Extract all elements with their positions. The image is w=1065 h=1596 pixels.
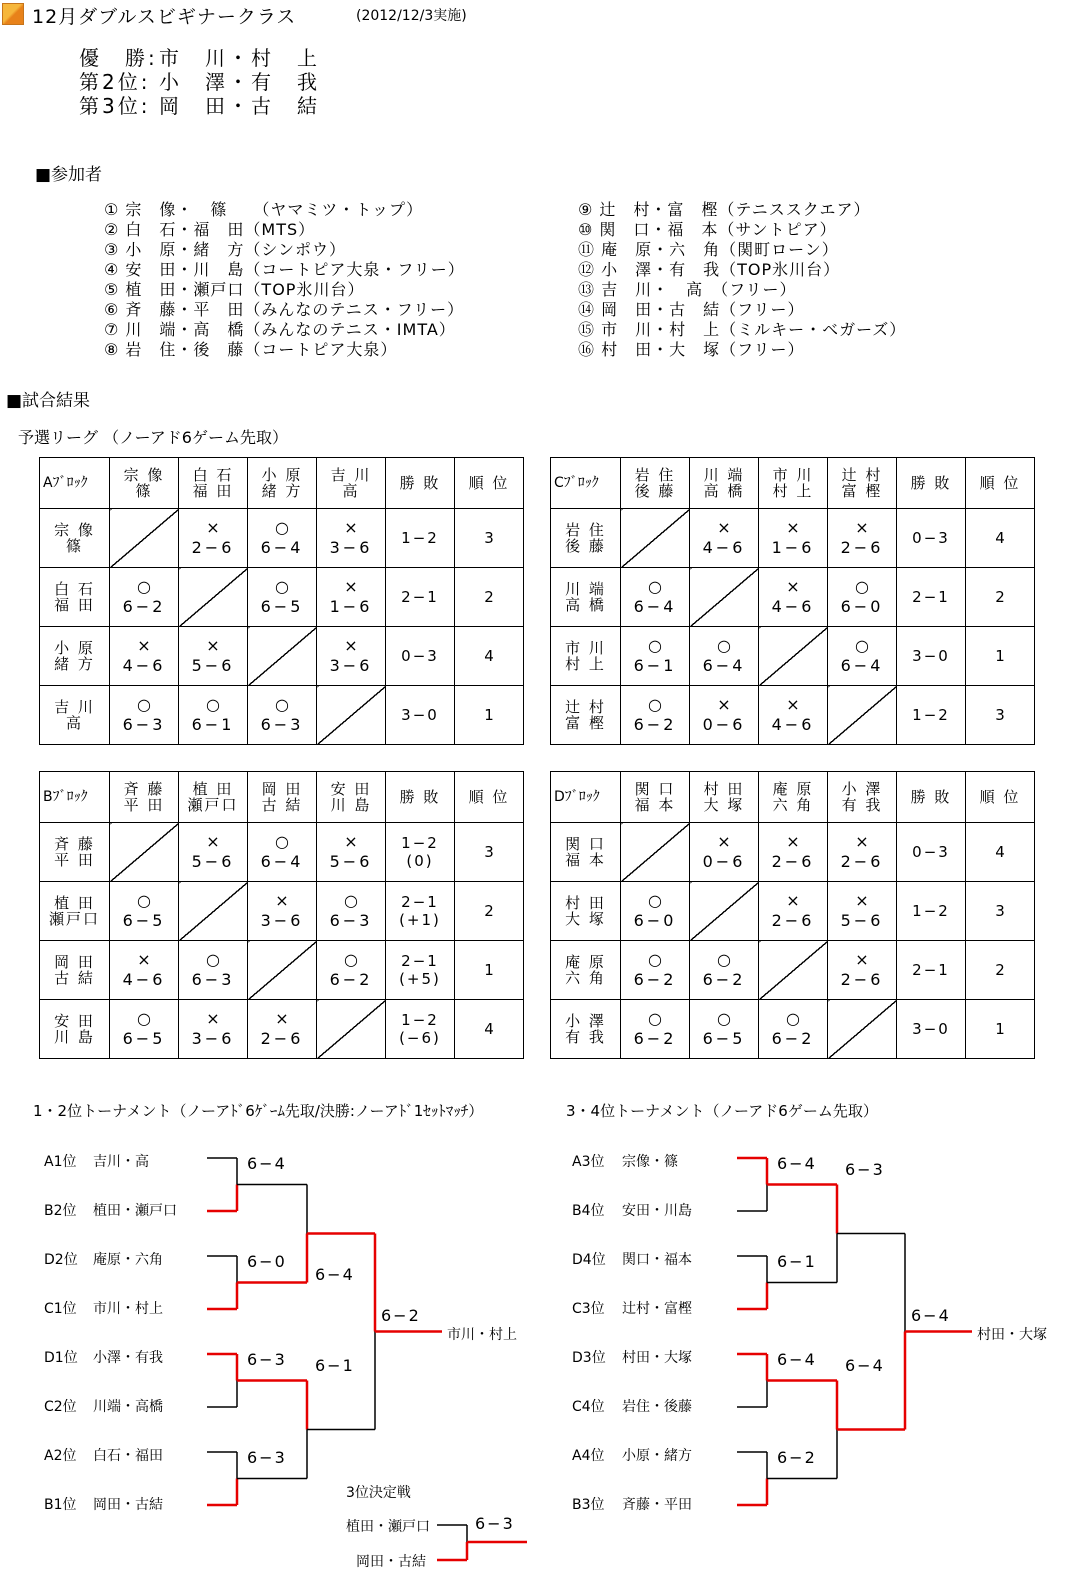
row-pair-label: 庵 原 六 角 — [551, 941, 621, 1000]
row-pair-label: 安 田 川 島 — [40, 1000, 110, 1059]
rank-cell: 1 — [455, 941, 524, 1000]
row-pair-label: 植 田 瀬戸口 — [40, 882, 110, 941]
column-pair-header: 小 澤 有 我 — [828, 772, 897, 823]
block-label: Dﾌﾞﾛｯｸ — [551, 772, 621, 823]
win-loss-cell: 3−0 — [386, 686, 455, 745]
participant-entry: ⑬ 吉 川・ 高 （フリー） — [578, 280, 797, 299]
game-score: 2−6 — [260, 1029, 304, 1048]
result-mark: × — [137, 636, 151, 655]
result-mark: ○ — [275, 832, 289, 851]
game-score: 3−6 — [260, 911, 304, 930]
rank-cell: 4 — [455, 627, 524, 686]
rank-cell: 3 — [455, 823, 524, 882]
win-loss-cell: 1−2 (0) — [386, 823, 455, 882]
result-row: 第2位: 小 澤・有 我 — [79, 70, 320, 94]
row-pair-label: 斉 藤 平 田 — [40, 823, 110, 882]
league-heading: 予選リーグ （ノーアド6ゲーム先取） — [18, 428, 288, 447]
participant-entry: ① 宗 像・ 篠 （ヤマミツ・トップ） — [104, 200, 424, 219]
result-mark: ○ — [344, 950, 358, 969]
result-mark: × — [786, 891, 800, 910]
team-name: 市川・村上 — [93, 1301, 163, 1317]
win-loss-cell: 1−2 — [897, 686, 966, 745]
tournament-12-title: 1・2位トーナメント（ノーアﾄﾞ6ｹﾞｰﾑ先取/決勝:ノーアﾄﾞ1ｾｯﾄﾏｯﾁ） — [33, 1102, 484, 1120]
result-mark: ○ — [137, 891, 151, 910]
block-label: Aﾌﾞﾛｯｸ — [40, 458, 110, 509]
team-name: 川端・高橋 — [93, 1399, 163, 1415]
row-pair-label: 辻 村 富 樫 — [551, 686, 621, 745]
result-mark: ○ — [275, 577, 289, 596]
row-pair-label: 岡 田 古 結 — [40, 941, 110, 1000]
column-pair-header: 岡 田 古 結 — [248, 772, 317, 823]
match-results-heading: ■試合結果 — [6, 391, 91, 411]
game-score: 3−6 — [329, 538, 373, 557]
seed-label: A1位 — [44, 1154, 77, 1170]
seed-label: C3位 — [572, 1301, 605, 1317]
team-name: 安田・川島 — [622, 1203, 692, 1219]
seed-label: D2位 — [44, 1252, 78, 1268]
win-loss-cell: 0−3 — [897, 509, 966, 568]
result-mark: × — [786, 832, 800, 851]
row-pair-label: 村 田 大 塚 — [551, 882, 621, 941]
row-pair-label: 小 原 緒 方 — [40, 627, 110, 686]
column-pair-header: 関 口 福 本 — [621, 772, 690, 823]
result-mark: × — [717, 832, 731, 851]
game-score: 2−6 — [840, 970, 884, 989]
column-wl-header: 勝 敗 — [386, 458, 455, 509]
block-label: Bﾌﾞﾛｯｸ — [40, 772, 110, 823]
game-score: 6−5 — [702, 1029, 746, 1048]
result-mark: ○ — [137, 577, 151, 596]
win-loss-cell: 1−2 (−6) — [386, 1000, 455, 1059]
column-pair-header: 庵 原 六 角 — [759, 772, 828, 823]
result-mark: ○ — [648, 950, 662, 969]
rank-cell: 3 — [966, 686, 1035, 745]
result-mark: ○ — [275, 695, 289, 714]
game-score: 5−6 — [329, 852, 373, 871]
column-pair-header: 岩 住 後 藤 — [621, 458, 690, 509]
team-name: 吉川・高 — [93, 1154, 149, 1170]
participant-entry: ⑯ 村 田・大 塚（フリー） — [578, 340, 805, 359]
game-score: 6−4 — [633, 597, 677, 616]
rank-cell: 4 — [455, 1000, 524, 1059]
participant-entry: ⑮ 市 川・村 上（ミルキー・ベガーズ） — [578, 320, 907, 339]
result-mark: × — [206, 832, 220, 851]
seed-label: A2位 — [44, 1448, 77, 1464]
game-score: 1−6 — [771, 538, 815, 557]
result-mark: × — [855, 950, 869, 969]
seed-label: C1位 — [44, 1301, 77, 1317]
game-score: 6−3 — [191, 970, 235, 989]
column-pair-header: 安 田 川 島 — [317, 772, 386, 823]
round1-score: 6−2 — [777, 1447, 817, 1467]
team-name: 小澤・有我 — [93, 1350, 163, 1366]
row-pair-label: 関 口 福 本 — [551, 823, 621, 882]
game-score: 2−6 — [771, 852, 815, 871]
column-rank-header: 順 位 — [966, 458, 1035, 509]
win-loss-cell: 2−1 (+5) — [386, 941, 455, 1000]
row-pair-label: 宗 像 篠 — [40, 509, 110, 568]
game-score: 6−5 — [260, 597, 304, 616]
round1-score: 6−4 — [777, 1153, 817, 1173]
participant-entry: ⑥ 斉 藤・平 田（みんなのテニス・フリー） — [104, 300, 465, 319]
result-mark: ○ — [717, 636, 731, 655]
team-name: 辻村・富樫 — [622, 1301, 692, 1317]
champion-name: 市川・村上 — [447, 1326, 517, 1343]
game-score: 6−2 — [329, 970, 373, 989]
participant-entry: ⑩ 関 口・福 本（サントピア） — [578, 220, 837, 239]
game-score: 6−3 — [329, 911, 373, 930]
final-score: 6−2 — [381, 1305, 421, 1325]
rank-cell: 3 — [966, 882, 1035, 941]
team-name: 小原・緒方 — [622, 1448, 692, 1464]
win-loss-cell: 2−1 — [897, 941, 966, 1000]
row-pair-label: 小 澤 有 我 — [551, 1000, 621, 1059]
game-score: 3−6 — [329, 656, 373, 675]
result-mark: × — [717, 518, 731, 537]
result-mark: × — [344, 577, 358, 596]
result-mark: ○ — [275, 518, 289, 537]
game-score: 0−6 — [702, 852, 746, 871]
game-score: 4−6 — [702, 538, 746, 557]
game-score: 6−2 — [702, 970, 746, 989]
rank-cell: 2 — [966, 941, 1035, 1000]
round1-score: 6−3 — [247, 1349, 287, 1369]
result-mark: ○ — [855, 636, 869, 655]
game-score: 5−6 — [191, 852, 235, 871]
participant-entry: ③ 小 原・緒 方（シンポウ） — [104, 240, 347, 259]
team-name: 斉藤・平田 — [622, 1497, 692, 1513]
column-wl-header: 勝 敗 — [897, 772, 966, 823]
round2-score: 6−3 — [845, 1159, 885, 1179]
seed-label: C4位 — [572, 1399, 605, 1415]
win-loss-cell: 2−1 (+1) — [386, 882, 455, 941]
participant-entry: ⑦ 川 端・高 橋（みんなのテニス・IMTA） — [104, 320, 456, 339]
team-name: 宗像・篠 — [622, 1154, 678, 1170]
result-mark: ○ — [137, 695, 151, 714]
win-loss-cell: 3−0 — [897, 1000, 966, 1059]
participant-entry: ② 白 石・福 田（MTS） — [104, 220, 316, 239]
team-name: 村田・大塚 — [622, 1350, 692, 1366]
game-score: 6−1 — [633, 656, 677, 675]
participant-entry: ⑫ 小 澤・有 我（TOP氷川台） — [578, 260, 841, 279]
result-mark: ○ — [786, 1009, 800, 1028]
result-mark: ○ — [648, 891, 662, 910]
participant-entry: ⑤ 植 田・瀬戸口（TOP氷川台） — [104, 280, 365, 299]
game-score: 6−4 — [260, 538, 304, 557]
column-pair-header: 小 原 緒 方 — [248, 458, 317, 509]
participant-entry: ⑭ 岡 田・古 結（フリー） — [578, 300, 805, 319]
game-score: 4−6 — [771, 597, 815, 616]
event-date: (2012/12/3実施) — [356, 8, 467, 24]
result-mark: × — [786, 518, 800, 537]
result-mark: × — [344, 518, 358, 537]
game-score: 6−4 — [702, 656, 746, 675]
seed-label: D1位 — [44, 1350, 78, 1366]
game-score: 5−6 — [840, 911, 884, 930]
rank-cell: 1 — [966, 1000, 1035, 1059]
game-score: 5−6 — [191, 656, 235, 675]
round2-score: 6−4 — [315, 1264, 355, 1284]
win-loss-cell: 0−3 — [897, 823, 966, 882]
result-mark: × — [344, 636, 358, 655]
third-place-score: 6−3 — [475, 1514, 515, 1533]
participant-entry: ④ 安 田・川 島（コートピア大泉・フリー） — [104, 260, 465, 279]
column-rank-header: 順 位 — [455, 458, 524, 509]
champion-name: 村田・大塚 — [977, 1326, 1047, 1343]
round1-score: 6−4 — [777, 1349, 817, 1369]
result-row: 優 勝:市 川・村 上 — [79, 46, 320, 70]
rank-cell: 3 — [455, 509, 524, 568]
rank-cell: 4 — [966, 509, 1035, 568]
block-label: Cﾌﾞﾛｯｸ — [551, 458, 621, 509]
win-loss-cell: 3−0 — [897, 627, 966, 686]
row-pair-label: 岩 住 後 藤 — [551, 509, 621, 568]
round1-score: 6−1 — [777, 1251, 817, 1271]
result-mark: × — [344, 832, 358, 851]
game-score: 6−3 — [260, 715, 304, 734]
result-mark: × — [786, 577, 800, 596]
participants-heading: ■参加者 — [35, 165, 103, 185]
team-name: 白石・福田 — [93, 1448, 163, 1464]
result-mark: ○ — [717, 950, 731, 969]
win-loss-cell: 2−1 — [897, 568, 966, 627]
game-score: 2−6 — [840, 538, 884, 557]
round1-score: 6−3 — [247, 1447, 287, 1467]
final-score: 6−4 — [911, 1305, 951, 1325]
result-mark: ○ — [137, 1009, 151, 1028]
round2-score: 6−4 — [845, 1355, 885, 1375]
seed-label: B4位 — [572, 1203, 605, 1219]
game-score: 6−3 — [122, 715, 166, 734]
seed-label: B2位 — [44, 1203, 77, 1219]
result-mark: × — [855, 891, 869, 910]
game-score: 1−6 — [329, 597, 373, 616]
game-score: 6−2 — [122, 597, 166, 616]
result-mark: × — [786, 695, 800, 714]
participant-entry: ⑨ 辻 村・富 樫（テニススクエア） — [578, 200, 871, 219]
page-title: 12月ダブルスビギナークラス — [32, 6, 297, 28]
result-mark: ○ — [648, 577, 662, 596]
team-name: 岩住・後藤 — [622, 1399, 692, 1415]
column-rank-header: 順 位 — [966, 772, 1035, 823]
column-pair-header: 村 田 大 塚 — [690, 772, 759, 823]
game-score: 6−1 — [191, 715, 235, 734]
result-mark: × — [275, 1009, 289, 1028]
team-name: 庵原・六角 — [93, 1252, 163, 1268]
game-score: 6−2 — [633, 970, 677, 989]
seed-label: C2位 — [44, 1399, 77, 1415]
game-score: 6−4 — [260, 852, 304, 871]
result-mark: × — [855, 518, 869, 537]
column-wl-header: 勝 敗 — [897, 458, 966, 509]
win-loss-cell: 0−3 — [386, 627, 455, 686]
game-score: 6−5 — [122, 911, 166, 930]
seed-label: D4位 — [572, 1252, 606, 1268]
participant-entry: ⑧ 岩 住・後 藤（コートピア大泉） — [104, 340, 398, 359]
game-score: 6−0 — [633, 911, 677, 930]
rank-cell: 1 — [455, 686, 524, 745]
result-mark: ○ — [648, 636, 662, 655]
column-pair-header: 川 端 高 橋 — [690, 458, 759, 509]
row-pair-label: 市 川 村 上 — [551, 627, 621, 686]
win-loss-cell: 1−2 — [386, 509, 455, 568]
column-rank-header: 順 位 — [455, 772, 524, 823]
game-score: 2−6 — [840, 852, 884, 871]
result-mark: × — [137, 950, 151, 969]
rank-cell: 2 — [455, 882, 524, 941]
column-pair-header: 吉 川 高 — [317, 458, 386, 509]
game-score: 2−6 — [771, 911, 815, 930]
rank-cell: 4 — [966, 823, 1035, 882]
column-pair-header: 白 石 福 田 — [179, 458, 248, 509]
game-score: 6−0 — [840, 597, 884, 616]
rank-cell: 2 — [966, 568, 1035, 627]
row-pair-label: 川 端 高 橋 — [551, 568, 621, 627]
seed-label: A3位 — [572, 1154, 605, 1170]
result-mark: × — [206, 1009, 220, 1028]
game-score: 4−6 — [122, 656, 166, 675]
column-pair-header: 市 川 村 上 — [759, 458, 828, 509]
game-score: 3−6 — [191, 1029, 235, 1048]
rank-cell: 1 — [966, 627, 1035, 686]
round2-score: 6−1 — [315, 1355, 355, 1375]
result-mark: ○ — [206, 695, 220, 714]
seed-label: B1位 — [44, 1497, 77, 1513]
result-mark: ○ — [648, 695, 662, 714]
seed-label: B3位 — [572, 1497, 605, 1513]
win-loss-cell: 1−2 — [897, 882, 966, 941]
round1-score: 6−0 — [247, 1251, 287, 1271]
game-score: 6−2 — [633, 1029, 677, 1048]
game-score: 0−6 — [702, 715, 746, 734]
tournament-34-title: 3・4位トーナメント（ノーアド6ゲーム先取） — [566, 1102, 878, 1120]
team-name: 関口・福本 — [622, 1252, 692, 1268]
row-pair-label: 吉 川 高 — [40, 686, 110, 745]
result-mark: ○ — [206, 950, 220, 969]
game-score: 4−6 — [771, 715, 815, 734]
result-mark: ○ — [717, 1009, 731, 1028]
result-mark: ○ — [855, 577, 869, 596]
round1-score: 6−4 — [247, 1153, 287, 1173]
seed-label: D3位 — [572, 1350, 606, 1366]
third-place-title: 3位決定戦 — [346, 1485, 411, 1501]
column-pair-header: 植 田 瀬戸口 — [179, 772, 248, 823]
column-pair-header: 斉 藤 平 田 — [110, 772, 179, 823]
team-name: 岡田・古結 — [356, 1554, 426, 1570]
game-score: 2−6 — [191, 538, 235, 557]
result-mark: × — [275, 891, 289, 910]
column-wl-header: 勝 敗 — [386, 772, 455, 823]
team-name: 植田・瀬戸口 — [346, 1519, 430, 1535]
seed-label: A4位 — [572, 1448, 605, 1464]
result-mark: × — [206, 636, 220, 655]
team-name: 岡田・古結 — [93, 1497, 163, 1513]
participant-entry: ⑪ 庵 原・六 角（関町ローン） — [578, 240, 839, 259]
row-pair-label: 白 石 福 田 — [40, 568, 110, 627]
win-loss-cell: 2−1 — [386, 568, 455, 627]
result-mark: ○ — [648, 1009, 662, 1028]
result-mark: × — [717, 695, 731, 714]
game-score: 6−2 — [771, 1029, 815, 1048]
rank-cell: 2 — [455, 568, 524, 627]
result-mark: × — [855, 832, 869, 851]
result-mark: × — [206, 518, 220, 537]
game-score: 6−5 — [122, 1029, 166, 1048]
result-mark: ○ — [344, 891, 358, 910]
column-pair-header: 宗 像 篠 — [110, 458, 179, 509]
team-name: 植田・瀬戸口 — [93, 1203, 177, 1219]
game-score: 6−4 — [840, 656, 884, 675]
column-pair-header: 辻 村 富 樫 — [828, 458, 897, 509]
result-row: 第3位: 岡 田・古 結 — [79, 94, 320, 118]
game-score: 6−2 — [633, 715, 677, 734]
game-score: 4−6 — [122, 970, 166, 989]
